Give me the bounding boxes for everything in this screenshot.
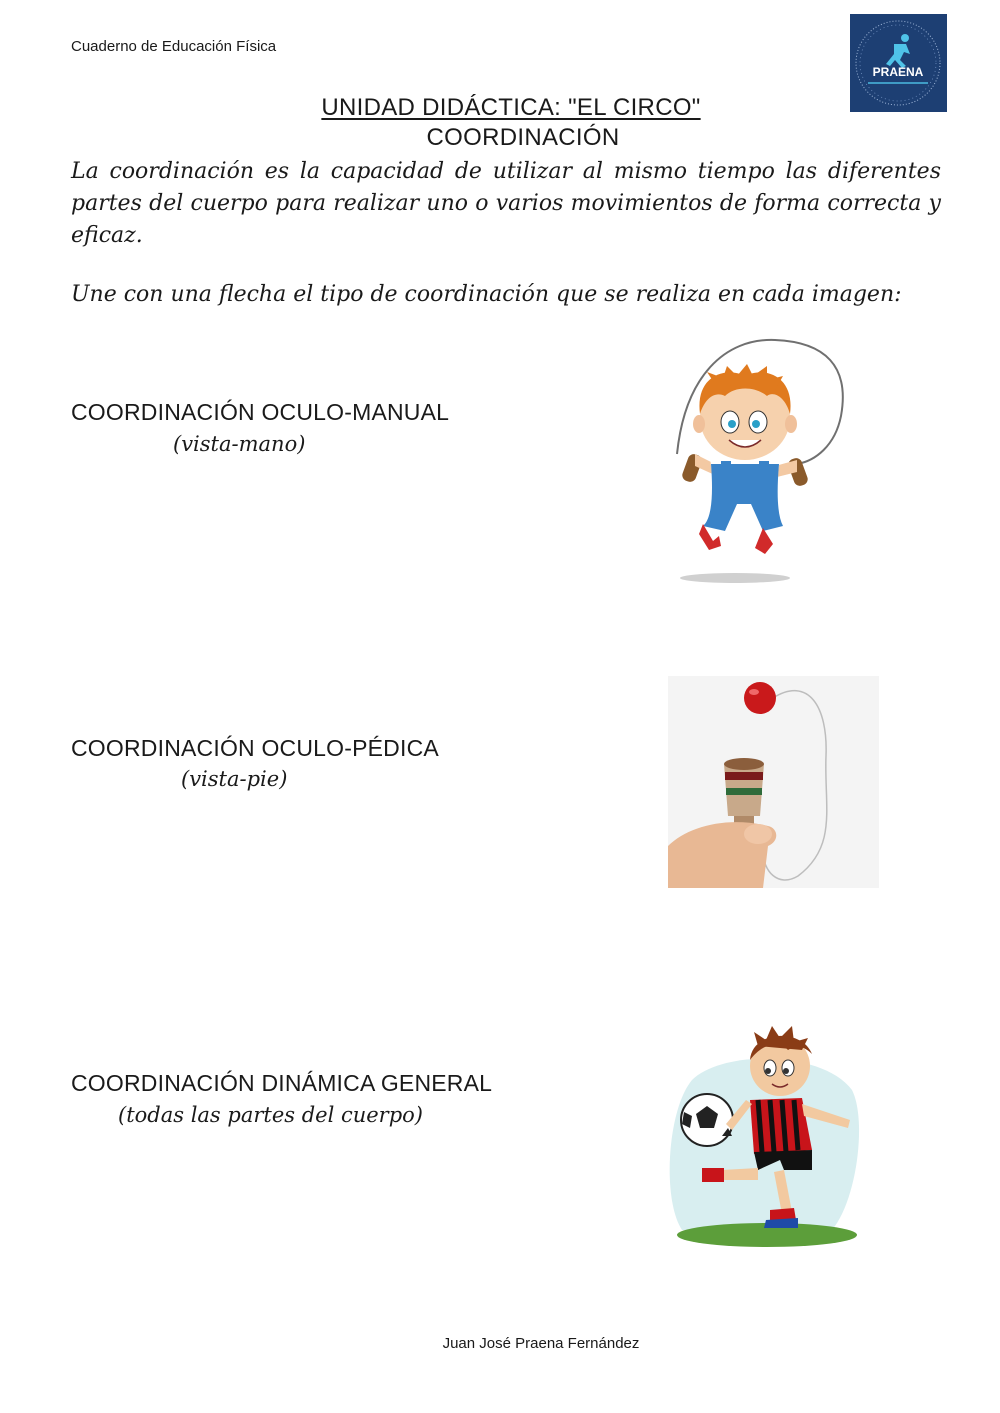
- instruction-text: Une con una flecha el tipo de coordinación que se realiza en cada imagen:: [71, 282, 902, 307]
- sub-vista-pie: (vista-pie): [181, 767, 288, 791]
- intro-paragraph: La coordinación es la capacidad de utilizar al mismo tiempo las diferentes partes del cuerpo para realizar uno o varios movimientos de forma correcta y eficaz.: [71, 159, 941, 248]
- sub-todas-partes: (todas las partes del cuerpo): [118, 1103, 423, 1127]
- label-dinamica-general[interactable]: COORDINACIÓN DINÁMICA GENERAL: [71, 1070, 493, 1096]
- soccer-ball-icon: [681, 1094, 733, 1146]
- page-subtitle: COORDINACIÓN: [426, 124, 620, 151]
- jump-rope-boy-image[interactable]: [655, 336, 850, 586]
- header-text: Cuaderno de Educación Física: [71, 38, 277, 55]
- soccer-boy-image[interactable]: [662, 1020, 867, 1250]
- label-oculo-pedica[interactable]: COORDINACIÓN OCULO-PÉDICA: [71, 735, 439, 761]
- page-title: UNIDAD DIDÁCTICA: "EL CIRCO": [321, 94, 701, 121]
- logo-text: PRAENA: [872, 65, 924, 79]
- cup-and-ball-toy-image[interactable]: [668, 676, 879, 888]
- label-oculo-manual[interactable]: COORDINACIÓN OCULO-MANUAL: [71, 399, 450, 425]
- sub-vista-mano: (vista-mano): [173, 432, 306, 456]
- footer-author: Juan José Praena Fernández: [442, 1335, 640, 1352]
